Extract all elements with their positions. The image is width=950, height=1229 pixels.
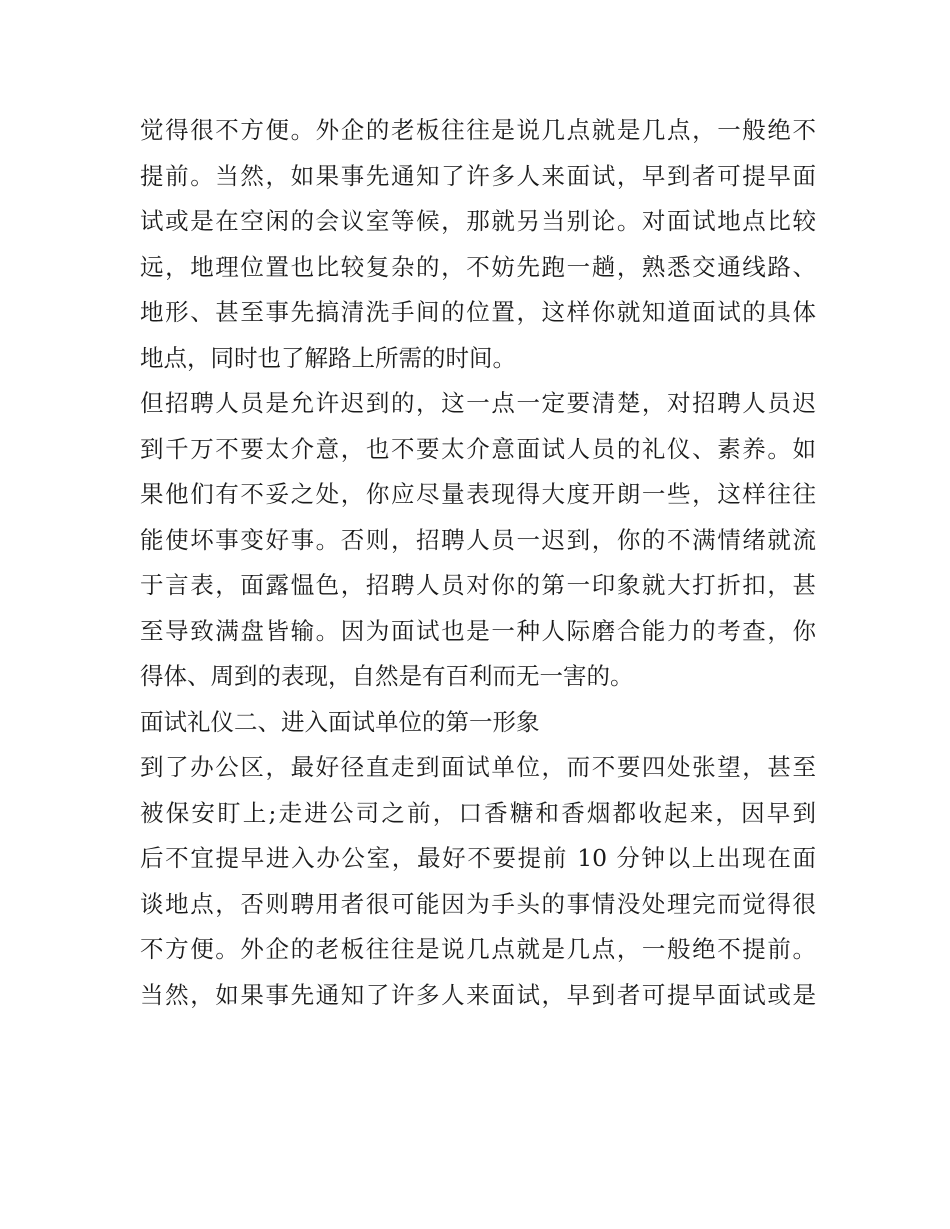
text-line: 觉得很不方便。外企的老板往往是说几点就是几点，一般绝不 <box>140 116 816 144</box>
text-line: 至导致满盘皆输。因为面试也是一种人际磨合能力的考查，你 <box>140 616 816 645</box>
text-line: 于言表，面露愠色，招聘人员对你的第一印象就大打折扣，甚 <box>140 571 816 599</box>
body-text <box>140 108 816 1018</box>
text-line: 到了办公区，最好径直走到面试单位，而不要四处张望，甚至 <box>140 753 816 781</box>
text-line: 远，地理位置也比较复杂的，不妨先跑一趟，熟悉交通线路、 <box>140 252 816 281</box>
text-line: 试或是在空闲的会议室等候，那就另当别论。对面试地点比较 <box>140 207 816 235</box>
text-line: 当然，如果事先通知了许多人来面试，早到者可提早面试或是 <box>140 980 816 1009</box>
paragraph-last-line: 地点，同时也了解路上所需的时间。 <box>140 343 516 372</box>
text-line: 到千万不要太介意，也不要太介意面试人员的礼仪、素养。如 <box>140 434 816 463</box>
text-line: 地形、甚至事先搞清洗手间的位置，这样你就知道面试的具体 <box>140 298 816 326</box>
text-line: 能使坏事变好事。否则，招聘人员一迟到，你的不满情绪就流 <box>140 525 816 554</box>
text-line: 后不宜提早进入办公室，最好不要提前 10 分钟以上出现在面 <box>140 844 816 872</box>
section-heading: 面试礼仪二、进入面试单位的第一形象 <box>140 707 540 736</box>
text-line: 提前。当然，如果事先通知了许多人来面试，早到者可提早面 <box>140 161 816 190</box>
text-line: 不方便。外企的老板往往是说几点就是几点，一般绝不提前。 <box>140 935 816 963</box>
text-line: 谈地点，否则聘用者很可能因为手头的事情没处理完而觉得很 <box>140 889 816 918</box>
text-line: 被保安盯上;走进公司之前，口香糖和香烟都收起来，因早到 <box>140 798 816 827</box>
text-line: 果他们有不妥之处，你应尽量表现得大度开朗一些，这样往往 <box>140 480 816 508</box>
paragraph-last-line: 得体、周到的表现，自然是有百利而无一害的。 <box>140 662 634 690</box>
text-line: 但招聘人员是允许迟到的，这一点一定要清楚，对招聘人员迟 <box>140 389 816 417</box>
